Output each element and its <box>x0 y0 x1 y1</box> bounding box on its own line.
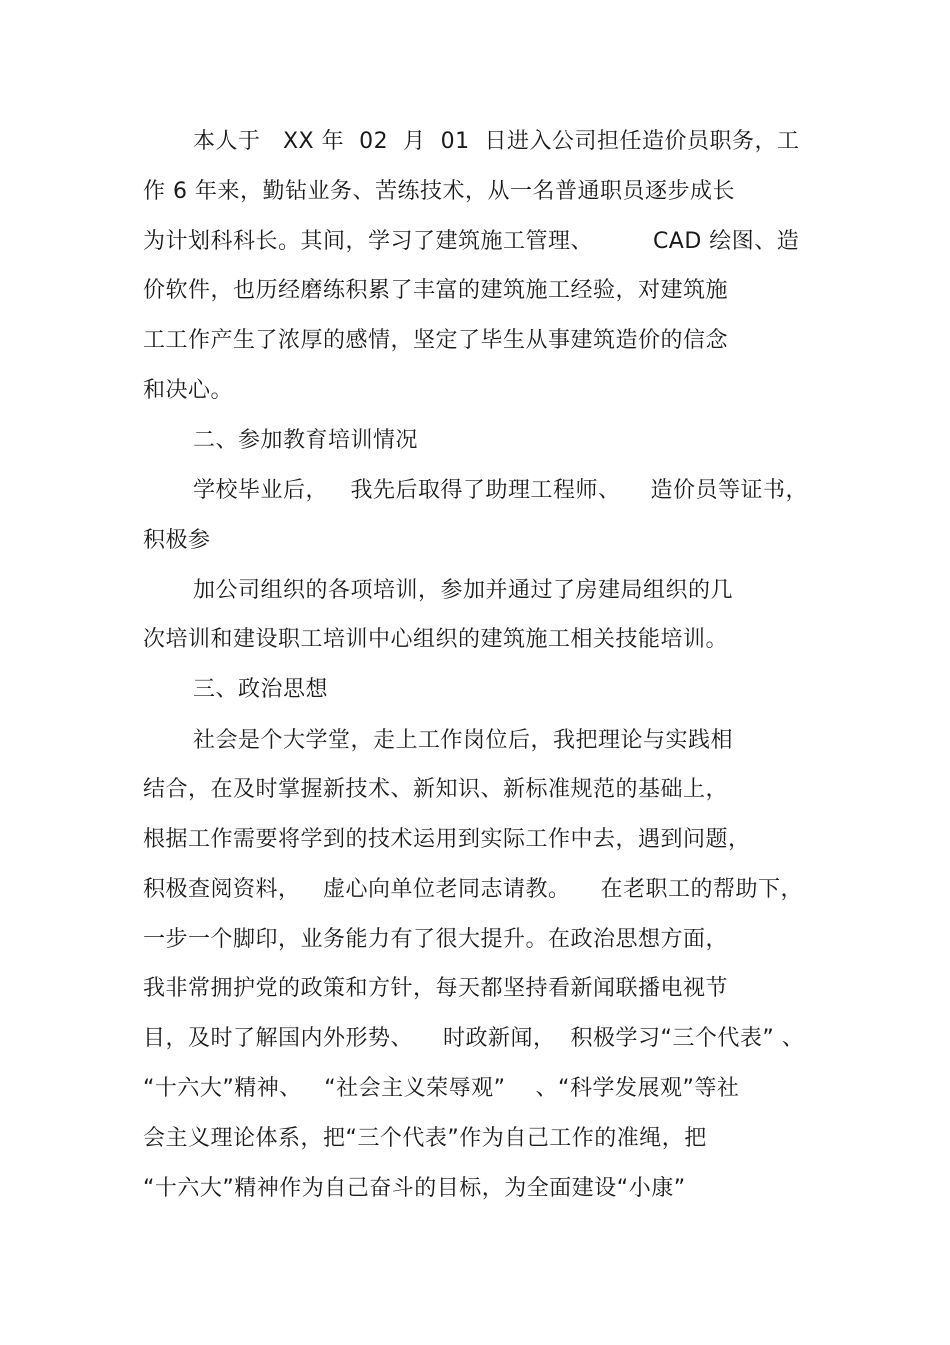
text-line: “十六大”精神、 “社会主义荣辱观” 、“科学发展观”等社 <box>143 1076 740 1101</box>
text-line: 一步一个脚印，业务能力有了很大提升。在政治思想方面， <box>143 927 729 952</box>
text-line: 加公司组织的各项培训，参加并通过了房建局组织的几 <box>193 578 734 603</box>
text-line: 积极参 <box>143 528 211 553</box>
text-line: 价软件，也历经磨练积累了丰富的建筑施工经验，对建筑施 <box>143 278 729 303</box>
text-line: 和决心。 <box>143 378 234 403</box>
text-line: 本人于 XX 年 02 月 01 日进入公司担任造价员职务，工 <box>193 129 800 154</box>
text-line: 学校毕业后， 我先后取得了助理工程师、 造价员等证书， <box>193 478 808 503</box>
text-line: 为计划科科长。其间，学习了建筑施工管理、 CAD 绘图、造 <box>143 229 800 254</box>
text-line: 我非常拥护党的政策和方针，每天都坚持看新闻联播电视节 <box>143 976 729 1001</box>
section-heading: 二、参加教育培训情况 <box>193 428 419 453</box>
text-line: 作 6 年来，勤钻业务、苦练技术，从一名普通职员逐步成长 <box>143 179 735 204</box>
text-line: 目，及时了解国内外形势、 时政新闻， 积极学习“三个代表” 、 <box>143 1026 805 1051</box>
section-heading: 三、政治思想 <box>193 677 329 702</box>
text-line: 工工作产生了浓厚的感情，坚定了毕生从事建筑造价的信念 <box>143 328 729 353</box>
text-line: 会主义理论体系，把“三个代表”作为自己工作的准绳，把 <box>143 1126 707 1151</box>
text-line: 社会是个大学堂，走上工作岗位后，我把理论与实践相 <box>193 728 734 753</box>
text-line: “十六大”精神作为自己奋斗的目标，为全面建设“小康” <box>143 1176 686 1201</box>
text-line: 次培训和建设职工培训中心组织的建筑施工相关技能培训。 <box>143 627 729 652</box>
text-line: 根据工作需要将学到的技术运用到实际工作中去，遇到问题， <box>143 827 751 852</box>
text-line: 积极查阅资料， 虚心向单位老同志请教。 在老职工的帮助下， <box>143 877 803 902</box>
text-line: 结合，在及时掌握新技术、新知识、新标准规范的基础上， <box>143 777 729 802</box>
